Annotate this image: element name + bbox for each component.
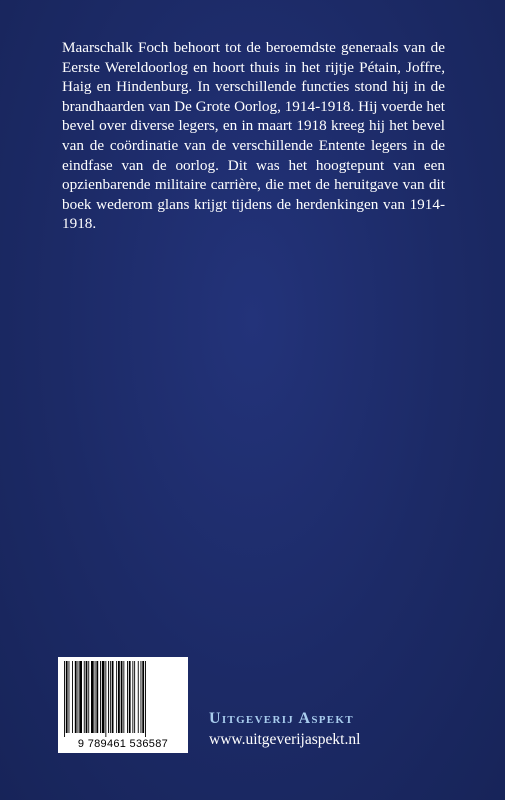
isbn-barcode: [58, 657, 188, 753]
barcode-bar: [134, 661, 135, 733]
barcode-bar: [69, 661, 70, 733]
publisher-website: www.uitgeverijaspekt.nl: [209, 731, 361, 748]
barcode-bar: [86, 661, 88, 733]
barcode-bar: [79, 661, 82, 733]
barcode-bar: [110, 661, 111, 733]
barcode-bar: [84, 661, 85, 733]
barcode-bar: [123, 661, 124, 733]
isbn-number: 9 789461 536587: [77, 738, 169, 750]
barcode-bar: [112, 661, 114, 733]
publisher-name: Uitgeverij Aspekt: [209, 710, 354, 727]
blurb-text: Maarschalk Foch behoort tot de beroemdste generaals van de Eerste Wereldoorlog en hoort thuis in het rijtje Pétain, Joffre, Haig en Hindenburg. In verschillende functies stond hij in de brandhaarden van De Grote Oorlog, 1914-1918. Hij voerde het bevel over diverse legers, en in maart 1918 kreeg hij het bevel van de coördinatie van de verschillende Entente legers in de eindfase van de oorlog. Dit was het hoogtepunt van een opzienbarende militaire carrière, die met de heruitgave van dit boek wederom glans krijgt tijdens de herdenkingen van 1914-1918.: [62, 39, 445, 233]
barcode-bar: [88, 661, 89, 733]
barcode-bar: [116, 661, 117, 733]
barcode-bar: [145, 661, 146, 737]
barcode-bar: [95, 661, 96, 733]
barcode-bar: [127, 661, 128, 733]
barcode-bar: [121, 661, 123, 733]
barcode-bar: [72, 661, 73, 733]
barcode-bar: [78, 661, 79, 733]
barcode-bar: [102, 661, 105, 733]
barcode-bar: [129, 661, 131, 733]
barcode-bar: [138, 661, 139, 733]
barcode-bar: [91, 661, 94, 733]
barcode-bar: [108, 661, 109, 733]
barcode-bars: [62, 661, 184, 737]
barcode-bar: [141, 661, 142, 733]
barcode-bar: [75, 661, 77, 733]
barcode-bar: [66, 661, 68, 733]
barcode-bar: [118, 661, 120, 733]
barcode-bar: [96, 661, 98, 733]
barcode-bar: [142, 661, 144, 733]
barcode-bar: [132, 661, 133, 733]
barcode-bar: [105, 661, 106, 737]
barcode-bar: [64, 661, 65, 737]
barcode-bar: [100, 661, 101, 733]
